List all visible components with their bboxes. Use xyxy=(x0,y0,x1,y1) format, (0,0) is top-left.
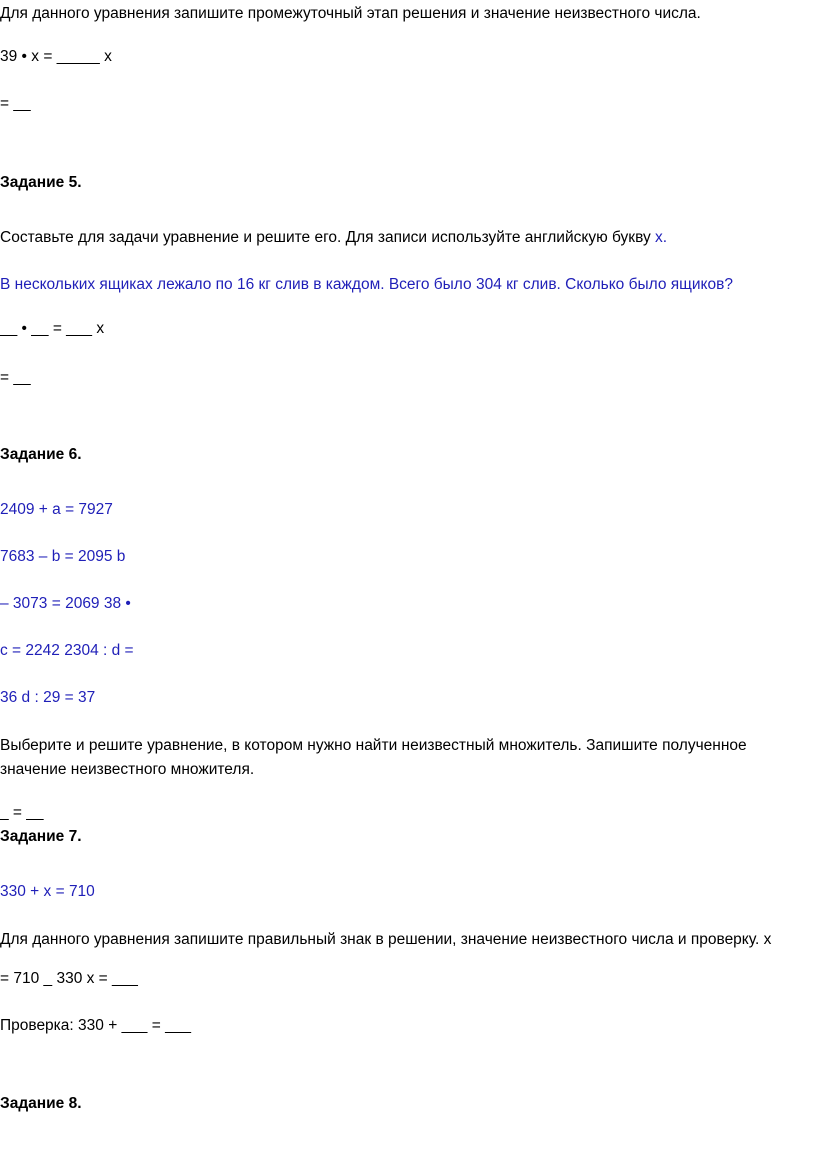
equation-answer-blank: = __ xyxy=(0,95,31,112)
task-7-solution-blank: = 710 _ 330 x = ___ xyxy=(0,970,138,987)
task-6-answer-blank: _ = __ xyxy=(0,804,44,821)
task-5-heading: Задание 5. xyxy=(0,174,82,191)
task-6-equation-3: – 3073 = 2069 38 • xyxy=(0,595,131,612)
task-8-heading: Задание 8. xyxy=(0,1095,82,1112)
task-6-equation-4: c = 2242 2304 : d = xyxy=(0,642,134,659)
task-6-equation-5: 36 d : 29 = 37 xyxy=(0,689,96,706)
task-6-instruction-line-2: значение неизвестного множителя. xyxy=(0,761,255,778)
task-6-heading: Задание 6. xyxy=(0,446,82,463)
task-5-instruction xyxy=(0,228,667,248)
task-7-check-blank: Проверка: 330 + ___ = ___ xyxy=(0,1017,191,1034)
task-5-word-problem: В нескольких ящиках лежало по 16 кг слив в каждом. Всего было 304 кг слив. Сколько было ящиков? xyxy=(0,276,733,293)
instruction-intermediate-step: Для данного уравнения запишите промежуточный этап решения и значение неизвестного числа. xyxy=(0,5,701,22)
task-6-equation-2: 7683 – b = 2095 b xyxy=(0,548,126,565)
task-6-instruction-line-1: Выберите и решите уравнение, в котором нужно найти неизвестный множитель. Запишите полученное xyxy=(0,737,747,754)
task-7-heading: Задание 7. xyxy=(0,828,82,845)
task-5-letter-x: x. xyxy=(655,229,668,246)
equation-39x: 39 • x = _____ x xyxy=(0,48,112,65)
task-6-equation-1: 2409 + a = 7927 xyxy=(0,501,113,518)
task-7-equation: 330 + x = 710 xyxy=(0,883,95,900)
task-5-equation-blank: __ • __ = ___ x xyxy=(0,320,105,337)
task-7-instruction: Для данного уравнения запишите правильный знак в решении, значение неизвестного числа и проверку. x xyxy=(0,931,772,948)
task-5-instruction-text: Составьте для задачи уравнение и решите его. Для записи используйте английскую букву xyxy=(0,229,656,246)
task-5-answer-blank: = __ xyxy=(0,369,31,386)
